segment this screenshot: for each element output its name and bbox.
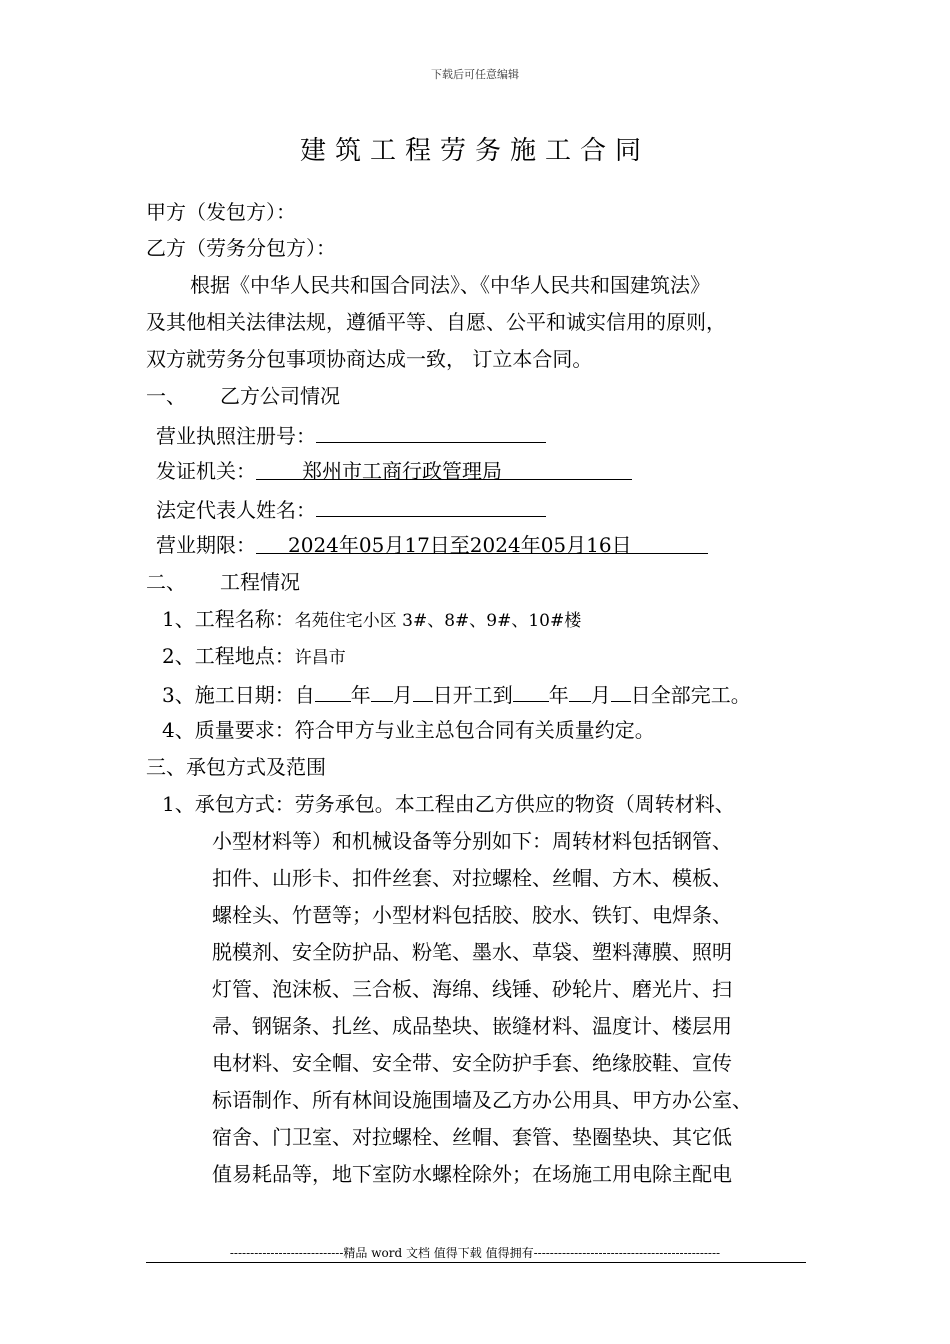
party-a-line: 甲方（发包方）： bbox=[146, 200, 296, 224]
section3-item1-line-3: 扣件、山形卡、扣件丝套、对拉螺栓、丝帽、方木、模板、 bbox=[212, 866, 732, 890]
date-prefix: 3、施工日期：自 bbox=[162, 683, 315, 707]
section3-item1-line-11: 值易耗品等，地下室防水螺栓除外；在场施工用电除主配电 bbox=[212, 1162, 732, 1186]
party-b-line: 乙方（劳务分包方）： bbox=[146, 236, 336, 260]
issuer-label: 发证机关： bbox=[156, 459, 256, 483]
section3-item1-line-5: 脱模剂、安全防护品、粉笔、墨水、草袋、塑料薄膜、照明 bbox=[212, 940, 732, 964]
term-value-field bbox=[256, 531, 708, 557]
project-location-value: 许昌市 bbox=[294, 648, 346, 668]
section2-number: 二、 bbox=[146, 570, 186, 594]
section3-heading: 三、承包方式及范围 bbox=[146, 755, 326, 779]
start-month-unit: 月 bbox=[392, 683, 413, 707]
license-line bbox=[156, 420, 546, 450]
section3-item1-line-6: 灯管、泡沫板、三合板、海绵、线锤、砂轮片、磨光片、扫 bbox=[212, 977, 732, 1001]
section3-item1-line-10: 宿舍、门卫室、对拉螺栓、丝帽、套管、垫圈垫块、其它低 bbox=[212, 1125, 732, 1149]
issuer-value: 郑州市工商行政管理局 bbox=[302, 459, 502, 483]
start-year-unit: 年 bbox=[350, 683, 371, 707]
end-month-unit: 月 bbox=[590, 683, 611, 707]
issuer-value-field bbox=[256, 457, 632, 483]
section1-title: 乙方公司情况 bbox=[220, 384, 340, 408]
rep-line bbox=[156, 494, 546, 524]
quality-line: 4、质量要求：符合甲方与业主总包合同有关质量约定。 bbox=[162, 718, 655, 742]
end-year-blank[interactable] bbox=[513, 679, 549, 702]
construction-date-line bbox=[162, 679, 751, 709]
project-location-label: 2、工程地点： bbox=[162, 644, 295, 668]
end-year-unit: 年 bbox=[548, 683, 569, 707]
license-blank[interactable] bbox=[316, 420, 546, 443]
section3-item1-line-2: 小型材料等）和机械设备等分别如下：周转材料包括钢管、 bbox=[212, 829, 732, 853]
document-title: 建筑工程劳务施工合同 bbox=[299, 136, 650, 166]
start-month-blank[interactable] bbox=[371, 679, 393, 702]
end-suffix: 日全部完工。 bbox=[630, 683, 751, 707]
license-label: 营业执照注册号： bbox=[156, 424, 316, 448]
end-month-blank[interactable] bbox=[569, 679, 591, 702]
rep-blank[interactable] bbox=[316, 494, 546, 517]
section3-item1-line-8: 电材料、安全帽、安全带、安全防护手套、绝缘胶鞋、宣传 bbox=[212, 1051, 732, 1075]
end-day-blank[interactable] bbox=[611, 679, 631, 702]
project-name-line bbox=[162, 605, 581, 635]
section1-number: 一、 bbox=[146, 384, 186, 408]
start-suffix: 日开工到 bbox=[432, 683, 513, 707]
start-year-blank[interactable] bbox=[315, 679, 351, 702]
intro-line-3: 双方就劳务分包事项协商达成一致， 订立本合同。 bbox=[146, 347, 593, 371]
section2-title: 工程情况 bbox=[220, 570, 300, 594]
start-day-blank[interactable] bbox=[413, 679, 433, 702]
project-name-value: 名苑住宅小区 3#、8#、9#、10#楼 bbox=[294, 611, 582, 631]
section2-heading bbox=[146, 568, 300, 596]
section3-item1-line-9: 标语制作、所有林间设施围墙及乙方办公用具、甲方办公室、 bbox=[212, 1088, 752, 1112]
section3-item1-line-7: 帚、钢锯条、扎丝、成品垫块、嵌缝材料、温度计、楼层用 bbox=[212, 1014, 732, 1038]
section3-item1-line-4: 螺栓头、竹琶等；小型材料包括胶、胶水、铁钉、电焊条、 bbox=[212, 903, 732, 927]
term-line bbox=[156, 531, 708, 559]
section1-heading bbox=[146, 382, 340, 410]
footer-rule bbox=[146, 1262, 806, 1263]
header-note: 下载后可任意编辑 bbox=[431, 68, 519, 81]
project-location-line bbox=[162, 642, 346, 672]
rep-label: 法定代表人姓名： bbox=[156, 498, 316, 522]
term-value: 2024年05月17日至2024年05月16日 bbox=[288, 533, 632, 557]
project-name-label: 1、工程名称： bbox=[162, 607, 295, 631]
term-label: 营业期限： bbox=[156, 533, 256, 557]
footer-note: ----------------------------精品 word 文档 值得下载 值得拥有---------------------------------------------- bbox=[229, 1246, 721, 1260]
intro-line-2: 及其他相关法律法规，遵循平等、自愿、公平和诚实信用的原则， bbox=[146, 310, 726, 334]
issuer-line bbox=[156, 457, 632, 485]
intro-line-1: 根据《中华人民共和国合同法》、《中华人民共和国建筑法》 bbox=[190, 273, 710, 297]
section3-item1-first: 1、承包方式：劳务承包。本工程由乙方供应的物资（周转材料、 bbox=[162, 792, 735, 816]
